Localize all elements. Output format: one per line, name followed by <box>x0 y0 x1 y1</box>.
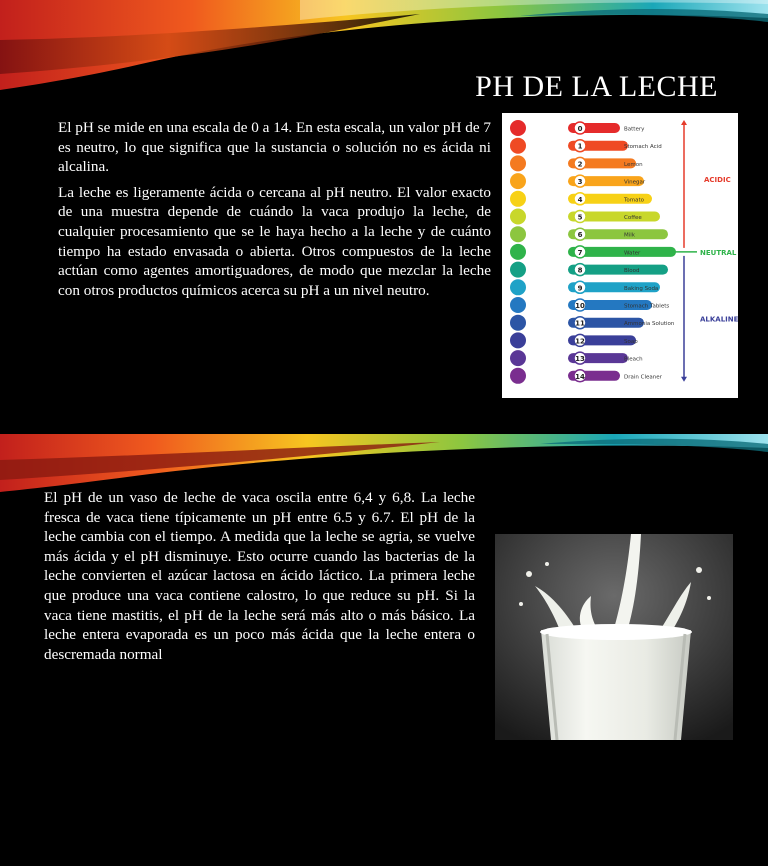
alkaline-label: ALKALINE <box>700 315 738 324</box>
ph-item-icon <box>510 297 526 313</box>
ph-level-number: 14 <box>575 372 585 381</box>
ph-item-icon <box>510 191 526 207</box>
ph-level-number: 9 <box>577 284 583 293</box>
ph-level-number: 10 <box>575 302 585 310</box>
ph-level-label: Stomach Acid <box>624 144 662 151</box>
ph-item-icon <box>510 209 526 225</box>
ph-item-icon <box>510 368 526 384</box>
milk-ph-text <box>44 488 475 670</box>
ph-level-label: Drain Cleaner <box>624 374 662 381</box>
ph-item-icon <box>510 155 526 171</box>
ph-level-label: Ammonia Solution <box>624 321 675 328</box>
paragraph-milk-ph-range: El pH de un vaso de leche de vaca oscila entre 6,4 y 6,8. La leche fresca de vaca tiene típicamente un pH entre 6.5 y 6.7. El pH de la leche cambia con el tiempo. A medida que la leche se agria, se vuelve más ácida y el pH disminuye. Esto ocurre cuando las bacterias de la leche convierten el azúcar lactosa en ácido láctico. La primera leche que produce una vaca contiene calostro, lo que reduce su pH. Si la vaca tiene mastitis, el pH de la leche será más alto o más básico. La leche entera evaporada es un poco más ácida que la leche entera o descremada normal <box>44 489 475 663</box>
ph-level-label: Stomach Tablets <box>624 303 670 310</box>
ph-item-icon <box>510 138 526 154</box>
milk-glass-photo <box>495 534 733 740</box>
ph-level-number: 5 <box>577 213 583 222</box>
arrow-head-down <box>681 377 687 382</box>
ph-item-icon <box>510 120 526 136</box>
ph-level-label: Baking Soda <box>624 285 659 292</box>
arrow-head-up <box>681 120 687 125</box>
ph-item-icon <box>510 262 526 278</box>
ph-level-number: 3 <box>577 178 583 187</box>
acidic-label: ACIDIC <box>704 176 731 185</box>
ph-level-number: 1 <box>577 142 583 151</box>
ph-item-icon <box>510 244 526 260</box>
ph-item-icon <box>510 226 526 242</box>
ph-item-icon <box>510 173 526 189</box>
ph-level-label: Battery <box>624 126 645 133</box>
ph-level-label: Coffee <box>624 215 642 221</box>
ph-level-number: 11 <box>575 319 585 328</box>
ph-level-number: 4 <box>577 195 583 204</box>
ph-item-icon <box>510 279 526 295</box>
paragraph-milk-acidity: La leche es ligeramente ácida o cercana al pH neutro. El valor exacto de una muestra depende de cuándo la vaca produjo la leche, de cualquier procesamiento que se le haya hecho a la leche y de cuánto tiempo ha estado envasada o abierta. Otros compuestos de la leche actúan como agentes amortiguadores, de modo que mezclar la leche con otros productos químicos acerca su pH a un nivel neutro. <box>58 183 491 299</box>
ph-level-label: Blood <box>624 268 640 275</box>
paragraph-ph-scale: El pH se mide en una escala de 0 a 14. En esta escala, un valor pH de 7 es neutro, lo que significa que la sustancia o solución no es ácida ni alcalina. <box>58 119 491 176</box>
ph-scale-infographic <box>502 113 738 398</box>
ph-item-icon <box>510 350 526 366</box>
neutral-label: NEUTRAL <box>700 248 737 257</box>
ph-level-number: 8 <box>577 266 583 275</box>
ph-level-number: 7 <box>577 248 583 257</box>
ph-level-label: Tomato <box>624 197 645 204</box>
ph-item-icon <box>510 315 526 331</box>
ph-level-label: Water <box>624 250 641 257</box>
ph-level-number: 12 <box>575 337 585 346</box>
ph-level-number: 13 <box>575 355 585 364</box>
ph-level-label: Milk <box>624 232 635 239</box>
slide-title: PH DE LA LECHE <box>475 70 718 103</box>
ph-level-number: 2 <box>577 160 583 169</box>
ph-level-number: 6 <box>577 231 583 240</box>
ph-item-icon <box>510 332 526 348</box>
ph-level-label: Bleach <box>624 356 643 363</box>
ph-level-label: Vinegar <box>624 179 646 186</box>
ph-level-label: Lemon <box>624 161 643 168</box>
ph-level-number: 0 <box>577 125 583 133</box>
ph-level-label: Soap <box>624 338 638 345</box>
slide-2 <box>0 434 768 866</box>
intro-text <box>58 118 491 306</box>
slide-1 <box>0 0 768 430</box>
